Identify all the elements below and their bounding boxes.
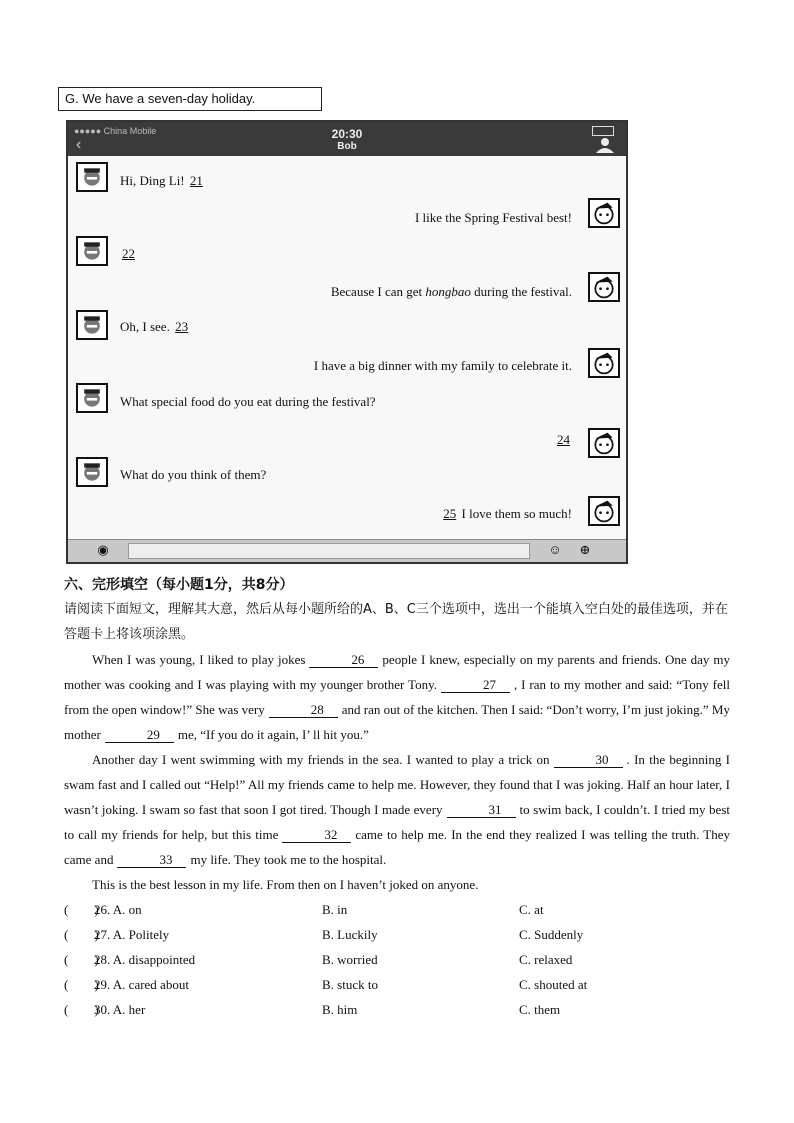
back-icon[interactable]: ‹ xyxy=(76,136,82,153)
option-c: C. them xyxy=(519,1002,561,1017)
user-profile-icon[interactable] xyxy=(594,137,616,153)
blank-23: 23 xyxy=(175,319,189,334)
chat-message xyxy=(548,432,572,448)
chat-input-bar xyxy=(68,539,626,562)
option-a: 26. A. on xyxy=(94,902,142,917)
blank-32: 32 xyxy=(282,828,351,843)
blank-26: 26 xyxy=(309,653,378,668)
passage-paragraph-1: When I was young, I liked to play jokes 26 people I knew, especially on my parents and friends. One day my mother was cooking and I was playing with my younger brother Tony. 27 , I ran to my mother and said: “Tony fell from the open window!” She was very 28 and ran out of the kitchen. Then I said: “Don’t worry, I’m just joking.” My mother 29 me, “If you do it again, I’ ll hit you.” xyxy=(64,652,730,742)
section-instruction: 请阅读下面短文，理解其大意，然后从每小题所给的A、B、C三个选项中，选出一个能填入空白处的最佳选项，并在答题卡上将该项涂黑。 xyxy=(64,602,728,642)
question-row xyxy=(64,997,724,1022)
section-heading: 六、完形填空（每小题1分，共8分） xyxy=(64,577,294,593)
clock-time: 20:30 xyxy=(331,127,363,141)
chat-message: Oh, I see. 23 xyxy=(120,319,197,335)
emoji-icon[interactable]: ☺ xyxy=(548,542,562,557)
ding-li-avatar-icon xyxy=(76,310,108,340)
question-row xyxy=(64,972,724,997)
option-g-box xyxy=(58,87,322,111)
chat-message: I have a big dinner with my family to celebrate it. xyxy=(313,358,572,373)
ding-li-avatar-icon xyxy=(76,162,108,192)
option-c: C. Suddenly xyxy=(519,927,584,942)
option-b: B. worried xyxy=(322,952,378,967)
bob-avatar-icon xyxy=(588,272,620,302)
answer-paren[interactable]: ( ) xyxy=(64,927,99,942)
blank-30: 30 xyxy=(554,753,623,768)
option-b: B. in xyxy=(322,902,348,917)
bob-avatar-icon xyxy=(588,348,620,378)
chat-message: Because I can get hongbao during the festival. xyxy=(330,284,572,299)
blank-27: 27 xyxy=(441,678,510,693)
option-a: 27. A. Politely xyxy=(94,927,170,942)
chat-screenshot xyxy=(66,120,628,564)
question-row xyxy=(64,897,724,922)
blank-33: 33 xyxy=(117,853,186,868)
blank-28: 28 xyxy=(269,703,338,718)
option-b: B. him xyxy=(322,1002,358,1017)
carrier-label: ●●●●● China Mobile xyxy=(74,126,157,136)
bob-avatar-icon xyxy=(588,428,620,458)
answer-paren[interactable]: ( ) xyxy=(64,977,99,992)
question-row xyxy=(64,922,724,947)
battery-icon xyxy=(592,126,614,136)
chat-message: What do you think of them? xyxy=(120,467,267,482)
option-c: C. at xyxy=(519,902,544,917)
contact-name: Bob xyxy=(337,141,357,152)
chat-message xyxy=(120,246,144,262)
message-input[interactable] xyxy=(128,543,530,559)
chat-message: 25 I love them so much! xyxy=(434,506,572,522)
blank-29: 29 xyxy=(105,728,174,743)
option-b: B. Luckily xyxy=(322,927,378,942)
voice-icon[interactable]: ◉ xyxy=(97,542,109,557)
answer-paren[interactable]: ( ) xyxy=(64,1002,99,1017)
add-icon[interactable]: ⊕ xyxy=(579,542,591,557)
question-row xyxy=(64,947,724,972)
answer-paren[interactable]: ( ) xyxy=(64,952,99,967)
chat-message: What special food do you eat during the festival? xyxy=(120,394,376,409)
option-a: 28. A. disappointed xyxy=(94,952,196,967)
option-c: C. shouted at xyxy=(519,977,588,992)
answer-paren[interactable]: ( ) xyxy=(64,902,99,917)
bob-avatar-icon xyxy=(588,198,620,228)
blank-25: 25 xyxy=(443,506,457,521)
blank-24: 24 xyxy=(557,432,570,447)
ding-li-avatar-icon xyxy=(76,236,108,266)
option-a: 29. A. cared about xyxy=(94,977,189,992)
blank-22: 22 xyxy=(122,246,135,261)
option-c: C. relaxed xyxy=(519,952,573,967)
status-bar xyxy=(68,122,626,156)
blank-21: 21 xyxy=(189,173,203,188)
blank-31: 31 xyxy=(447,803,516,818)
ding-li-avatar-icon xyxy=(76,383,108,413)
chat-message: Hi, Ding Li! 21 xyxy=(120,173,212,189)
passage-paragraph-3: This is the best lesson in my life. From then on I haven’t joked on anyone. xyxy=(92,877,479,892)
option-g-text: G. We have a seven-day holiday. xyxy=(65,91,256,106)
chat-message: I like the Spring Festival best! xyxy=(414,210,572,225)
bob-avatar-icon xyxy=(588,496,620,526)
option-b: B. stuck to xyxy=(322,977,378,992)
passage-paragraph-2: Another day I went swimming with my friends in the sea. I wanted to play a trick on 30 . In the beginning I swam fast and I called out “Help!” All my friends came to help me. However, they found that I was joking. Half an hour later, I wasn’t joking. I swam so fast that soon I got tired. Though I made every 31 to swim back, I couldn’t. I tried my best to call my friends for help, but this time 32 came to help me. In the end they realized I was telling the truth. They came and 33 my life. They took me to the hospital. xyxy=(64,752,730,867)
ding-li-avatar-icon xyxy=(76,457,108,487)
option-a: 30. A. her xyxy=(94,1002,146,1017)
